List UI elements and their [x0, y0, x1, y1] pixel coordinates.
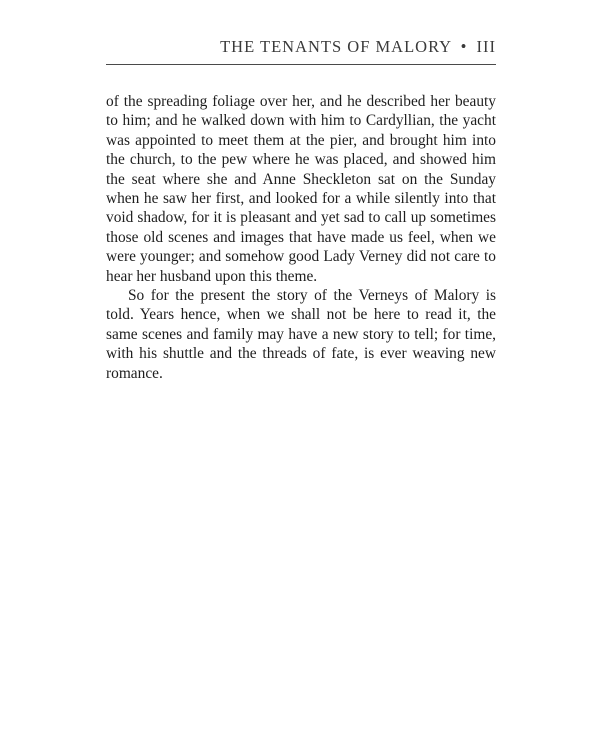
text-line: of the spreading foliage over her, and he described her beauty — [106, 93, 496, 110]
text-line: the church, to the pew where he was placed, and showed him — [106, 151, 496, 169]
body-text — [106, 92, 496, 383]
text-line: romance. — [106, 364, 163, 382]
text-line: were younger; and somehow good Lady Verney did not care to — [106, 248, 496, 266]
text-line: void shadow, for it is pleasant and yet sad to call up sometimes — [106, 209, 496, 227]
text-line: the seat where she and Anne Sheckleton sat on the Sunday — [106, 170, 496, 188]
running-head — [106, 37, 496, 61]
running-head-separator: • — [460, 37, 468, 56]
paragraph-2 — [106, 286, 496, 383]
text-line: So for the present the story of the Verneys of Malory is — [128, 287, 496, 305]
header-rule — [106, 64, 496, 65]
page-number: III — [476, 37, 496, 56]
text-line: was appointed to meet them at the pier, and brought him into — [106, 131, 496, 149]
text-line: told. Years hence, when we shall not be here to read it, the — [106, 306, 496, 324]
text-line: with his shuttle and the threads of fate, is ever weaving new — [106, 345, 496, 363]
text-line: to him; and he walked down with him to Cardyllian, the yacht — [106, 112, 496, 130]
running-head-title: THE TENANTS OF MALORY — [220, 37, 452, 56]
text-line: same scenes and family may have a new story to tell; for time, — [106, 325, 496, 343]
text-line: when he saw her first, and looked for a while silently into that — [106, 190, 496, 208]
text-line: hear her husband upon this theme. — [106, 267, 318, 285]
text-line: those old scenes and images that have made us feel, when we — [106, 228, 496, 246]
paragraph-1 — [106, 92, 496, 286]
